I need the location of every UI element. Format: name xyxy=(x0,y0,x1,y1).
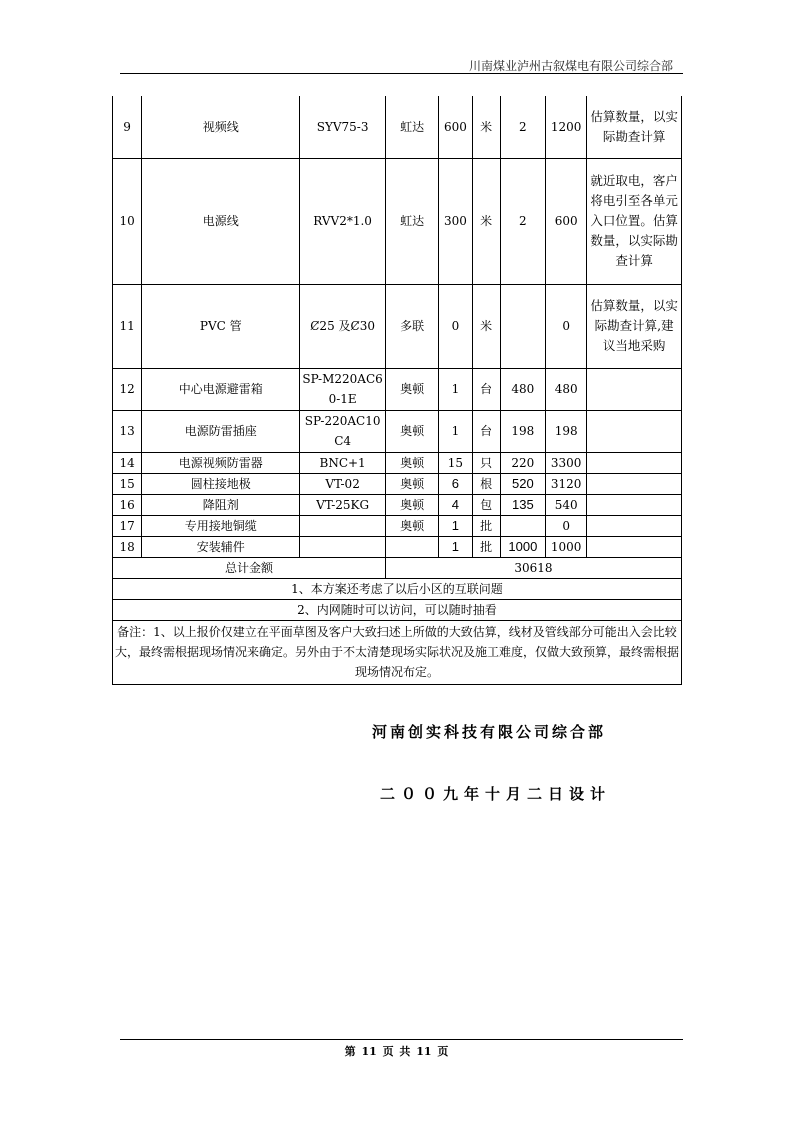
remark-row xyxy=(113,620,682,684)
row-no: 12 xyxy=(113,368,142,410)
row-name: 视频线 xyxy=(142,96,300,158)
row-qty: 1 xyxy=(439,368,472,410)
row-unit: 批 xyxy=(472,515,500,536)
row-brand: 虹达 xyxy=(385,96,438,158)
row-model: SP-220AC10C4 xyxy=(300,410,386,452)
row-unit: 台 xyxy=(472,410,500,452)
row-name: 电源线 xyxy=(142,158,300,284)
row-unit: 批 xyxy=(472,536,500,557)
row-model xyxy=(300,515,386,536)
row-remark xyxy=(587,452,682,473)
row-no: 13 xyxy=(113,410,142,452)
row-price: 2 xyxy=(500,158,545,284)
row-amount: 480 xyxy=(546,368,587,410)
row-amount: 540 xyxy=(546,494,587,515)
row-no: 9 xyxy=(113,96,142,158)
row-brand: 奥顿 xyxy=(385,473,438,494)
row-name: 电源视频防雷器 xyxy=(142,452,300,473)
row-price: 1000 xyxy=(500,536,545,557)
total-value: 30618 xyxy=(385,557,681,578)
row-no: 10 xyxy=(113,158,142,284)
row-brand xyxy=(385,536,438,557)
row-no: 11 xyxy=(113,284,142,368)
row-amount: 600 xyxy=(546,158,587,284)
row-name: 专用接地铜缆 xyxy=(142,515,300,536)
row-amount: 0 xyxy=(546,515,587,536)
note-row xyxy=(113,599,682,620)
row-name: PVC 管 xyxy=(142,284,300,368)
table-row xyxy=(113,473,682,494)
total-row xyxy=(113,557,682,578)
row-qty: 6 xyxy=(439,473,472,494)
row-remark xyxy=(587,473,682,494)
row-no: 14 xyxy=(113,452,142,473)
row-model: Ȼ25 及Ȼ30 xyxy=(300,284,386,368)
row-model: RVV2*1.0 xyxy=(300,158,386,284)
row-no: 15 xyxy=(113,473,142,494)
row-brand: 奥顿 xyxy=(385,452,438,473)
table-row xyxy=(113,536,682,557)
row-amount: 0 xyxy=(546,284,587,368)
page-number: 第 11 页 共 11 页 xyxy=(344,1045,449,1058)
row-no: 17 xyxy=(113,515,142,536)
footer-rule xyxy=(120,1039,683,1040)
row-remark xyxy=(587,536,682,557)
row-price xyxy=(500,284,545,368)
table-row xyxy=(113,284,682,368)
header-rule xyxy=(120,73,683,74)
table-row xyxy=(113,452,682,473)
row-unit: 米 xyxy=(472,96,500,158)
row-no: 16 xyxy=(113,494,142,515)
row-unit: 只 xyxy=(472,452,500,473)
row-qty: 0 xyxy=(439,284,472,368)
row-model: SP-M220AC60-1E xyxy=(300,368,386,410)
table-row xyxy=(113,410,682,452)
row-price: 135 xyxy=(500,494,545,515)
row-unit: 根 xyxy=(472,473,500,494)
row-qty: 1 xyxy=(439,410,472,452)
row-model: SYV75-3 xyxy=(300,96,386,158)
row-remark: 就近取电，客户将电引至各单元入口位置。估算数量，以实际勘查计算 xyxy=(587,158,682,284)
row-price: 2 xyxy=(500,96,545,158)
table-row xyxy=(113,158,682,284)
table-row xyxy=(113,515,682,536)
row-amount: 1200 xyxy=(546,96,587,158)
row-qty: 300 xyxy=(439,158,472,284)
table-row xyxy=(113,368,682,410)
row-remark xyxy=(587,410,682,452)
table-row xyxy=(113,494,682,515)
row-qty: 1 xyxy=(439,536,472,557)
row-qty: 15 xyxy=(439,452,472,473)
row-remark xyxy=(587,515,682,536)
row-model: VT-25KG xyxy=(300,494,386,515)
row-remark xyxy=(587,368,682,410)
row-brand: 奥顿 xyxy=(385,494,438,515)
row-amount: 3120 xyxy=(546,473,587,494)
note-line-1: 1、本方案还考虑了以后小区的互联问题 xyxy=(113,578,682,599)
row-name: 安装辅件 xyxy=(142,536,300,557)
row-model xyxy=(300,536,386,557)
row-price: 220 xyxy=(500,452,545,473)
row-model: VT-02 xyxy=(300,473,386,494)
row-unit: 米 xyxy=(472,158,500,284)
row-model: BNC+1 xyxy=(300,452,386,473)
row-brand: 奥顿 xyxy=(385,368,438,410)
table-row xyxy=(113,96,682,158)
row-brand: 奥顿 xyxy=(385,515,438,536)
remark-text: 备注：1、以上报价仅建立在平面草图及客户大致扫述上所做的大致估算，线材及管线部分可能出入会比较大，最终需根据现场情况来确定。另外由于不太清楚现场实际状况及施工难度，仅做大致预算，最终需根据现场情况布定。 xyxy=(113,620,682,684)
row-remark xyxy=(587,494,682,515)
company-name: 河南创实科技有限公司综合部 xyxy=(372,723,607,741)
row-name: 电源防雷插座 xyxy=(142,410,300,452)
note-line-2: 2、内网随时可以访问，可以随时抽看 xyxy=(113,599,682,620)
row-name: 圆柱接地极 xyxy=(142,473,300,494)
row-price: 198 xyxy=(500,410,545,452)
row-price: 520 xyxy=(500,473,545,494)
design-date: 二００九年十月二日设计 xyxy=(380,785,612,803)
row-amount: 1000 xyxy=(546,536,587,557)
row-no: 18 xyxy=(113,536,142,557)
row-brand: 多联 xyxy=(385,284,438,368)
row-unit: 包 xyxy=(472,494,500,515)
row-amount: 198 xyxy=(546,410,587,452)
row-brand: 奥顿 xyxy=(385,410,438,452)
row-price: 480 xyxy=(500,368,545,410)
row-name: 降阻剂 xyxy=(142,494,300,515)
row-brand: 虹达 xyxy=(385,158,438,284)
row-amount: 3300 xyxy=(546,452,587,473)
page-header: 川南煤业泸州古叙煤电有限公司综合部 xyxy=(468,59,673,73)
quotation-table xyxy=(112,96,682,685)
row-qty: 600 xyxy=(439,96,472,158)
row-unit: 米 xyxy=(472,284,500,368)
total-label: 总计金额 xyxy=(113,557,386,578)
row-qty: 4 xyxy=(439,494,472,515)
row-qty: 1 xyxy=(439,515,472,536)
row-name: 中心电源避雷箱 xyxy=(142,368,300,410)
note-row xyxy=(113,578,682,599)
row-remark: 估算数量，以实际勘查计算,建议当地采购 xyxy=(587,284,682,368)
row-price xyxy=(500,515,545,536)
row-unit: 台 xyxy=(472,368,500,410)
row-remark: 估算数量，以实际勘查计算 xyxy=(587,96,682,158)
